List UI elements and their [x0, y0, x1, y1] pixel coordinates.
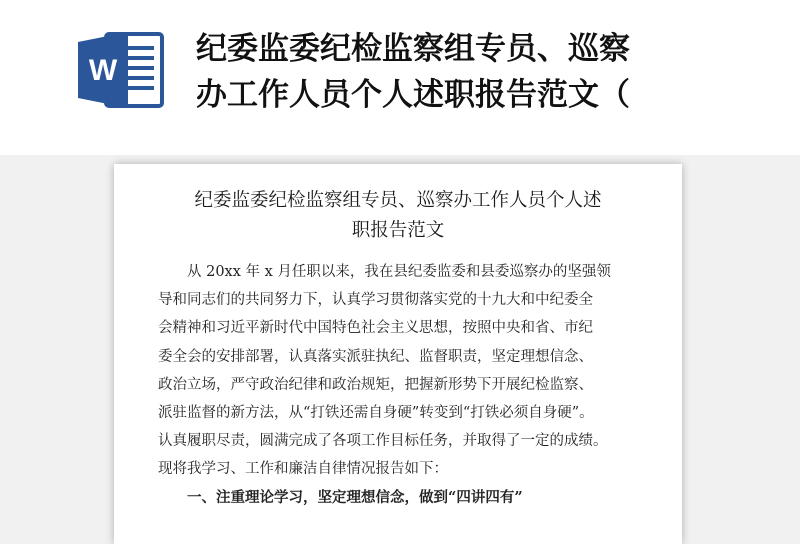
body-line: 导和同志们的共同努力下，认真学习贯彻落实党的十九大和中纪委全 — [158, 292, 593, 309]
body-line: 会精神和习近平新时代中国特色社会主义思想，按照中央和省、市纪 — [158, 320, 593, 337]
page-title-line-1: 纪委监委纪检监察组专员、巡察 — [196, 31, 630, 67]
document-title — [152, 186, 644, 246]
word-document-icon — [76, 28, 166, 112]
document-body — [158, 258, 648, 512]
body-line: 政治立场，严守政治纪律和政治规矩，把握新形势下开展纪检监察、 — [158, 376, 593, 393]
body-line: 认真履职尽责，圆满完成了各项工作目标任务，并取得了一定的成绩。 — [158, 433, 608, 450]
page-title-line-2: 办工作人员个人述职报告范文（ — [196, 77, 630, 113]
document-title-line-1: 纪委监委纪检监察组专员、巡察办工作人员个人述 — [194, 190, 602, 211]
header-banner — [0, 0, 800, 155]
body-line: 现将我学习、工作和廉洁自律情况报告如下： — [158, 461, 448, 478]
page-title — [196, 26, 786, 118]
section-heading: 一、注重理论学习，坚定理想信念，做到“四讲四有” — [187, 488, 523, 506]
document-page — [114, 164, 682, 526]
word-icon-letter: W — [88, 54, 118, 87]
body-line: 委全会的安排部署，认真落实派驻执纪、监督职责，坚定理想信念、 — [158, 348, 593, 365]
body-line: 从 20xx 年 x 月任职以来，我在县纪委监委和县委巡察办的坚强领 — [187, 264, 611, 280]
document-title-line-2: 职报告范文 — [351, 220, 445, 241]
body-line: 派驻监督的新方法，从“打铁还需自身硬”转变到“打铁必须自身硬”。 — [158, 405, 594, 422]
